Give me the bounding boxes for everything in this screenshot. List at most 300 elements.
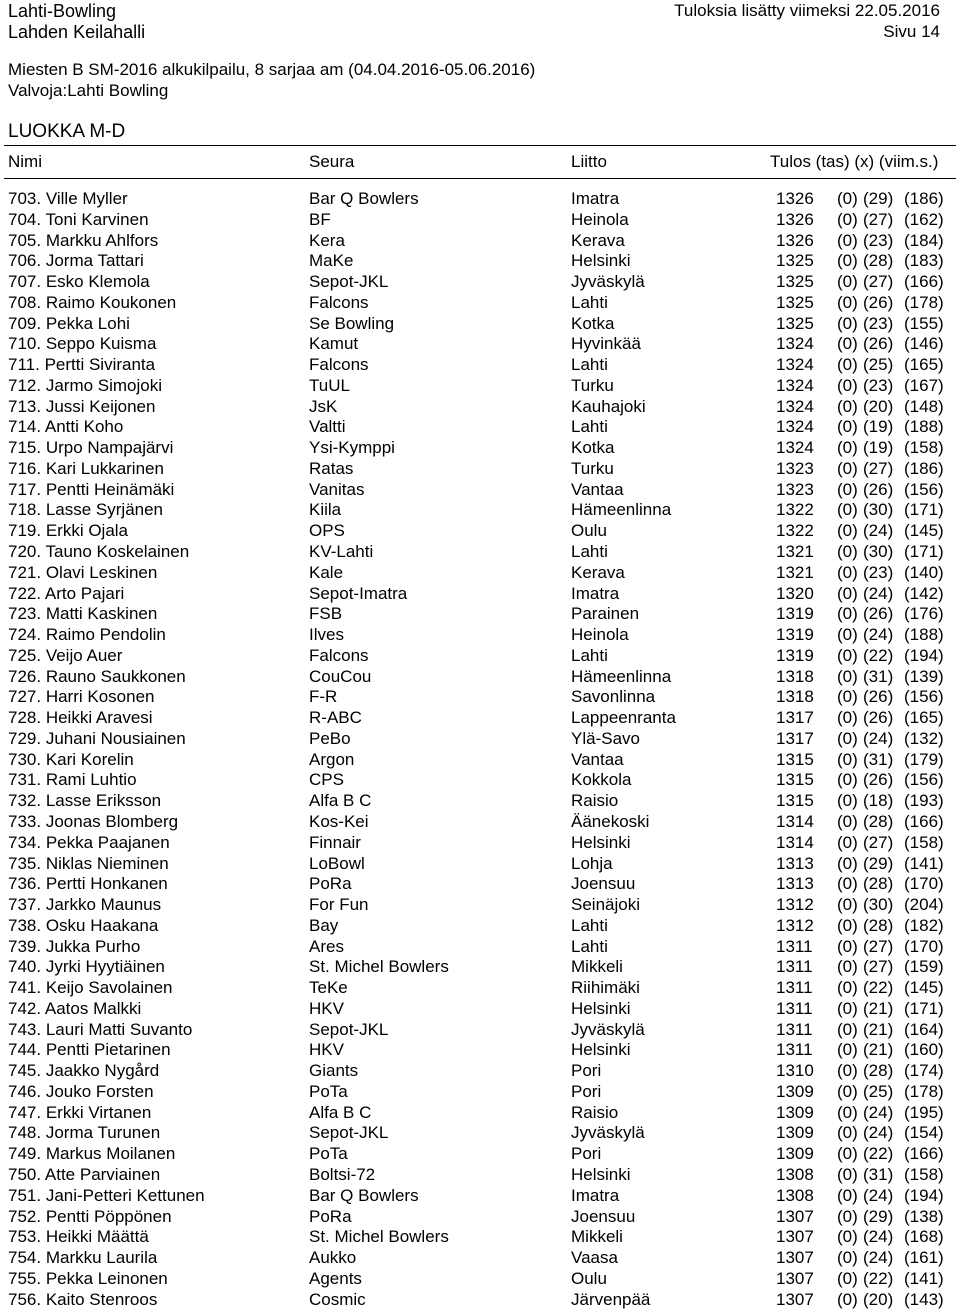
table-row [0,1165,960,1186]
table-row [0,417,960,438]
strikes-cell: (24) [863,728,894,748]
last-series-cell: (204) [904,895,944,915]
handicap-cell: (0) [837,1185,858,1205]
last-series-cell: (193) [904,791,944,811]
score-cell: 1324 [776,334,814,354]
table-row [0,293,960,314]
strikes-cell: (27) [863,832,894,852]
handicap-cell: (0) [837,521,858,541]
table-row [0,1269,960,1290]
last-series-cell: (142) [904,583,944,603]
last-series-cell: (140) [904,562,944,582]
table-row [0,1020,960,1041]
last-series-cell: (170) [904,874,944,894]
last-series-cell: (170) [904,936,944,956]
last-series-cell: (154) [904,1123,944,1143]
player-name [8,542,189,562]
union-cell: Pori [571,1061,602,1081]
union-cell: Seinäjoki [571,895,640,915]
table-row [0,687,960,708]
last-series-cell: (188) [904,417,944,437]
club-cell: Kos-Kei [309,811,369,831]
score-cell: 1324 [776,355,814,375]
last-series-cell: (178) [904,292,944,312]
score-cell: 1309 [776,1102,814,1122]
union-cell: Helsinki [571,998,631,1018]
player-name-text: Antti Koho [44,417,124,437]
table-row [0,251,960,272]
handicap-cell: (0) [837,998,858,1018]
handicap-cell: (0) [837,438,858,458]
rank-number: 724. [8,625,42,645]
table-row [0,1248,960,1269]
player-name [8,770,137,790]
last-series-cell: (171) [904,500,944,520]
rank-number: 731. [8,770,42,790]
rank-number: 736. [8,874,42,894]
player-name [8,1269,168,1289]
club-cell: Sepot-JKL [309,1019,389,1039]
player-name [8,314,130,334]
club-cell: Aukko [309,1248,357,1268]
score-cell: 1311 [776,998,813,1018]
player-name-text: Joonas Blomberg [45,811,179,831]
player-name [8,1186,205,1206]
last-series-cell: (145) [904,978,944,998]
table-row [0,937,960,958]
strikes-cell: (22) [863,1268,894,1288]
rank-number: 713. [8,396,42,416]
last-series-cell: (182) [904,915,944,935]
club-cell: BF [309,209,331,229]
player-name-text: Jorma Turunen [45,1123,161,1143]
strikes-cell: (25) [863,1081,894,1101]
score-cell: 1325 [776,313,814,333]
handicap-cell: (0) [837,895,858,915]
club-cell: Alfa B C [309,791,372,811]
last-series-cell: (159) [904,957,944,977]
union-cell: Pori [571,1144,602,1164]
player-name-text: Jarmo Simojoki [45,375,163,395]
table-row [0,895,960,916]
union-cell: Kauhajoki [571,396,646,416]
rank-number: 740. [8,957,42,977]
union-cell: Imatra [571,1185,620,1205]
handicap-cell: (0) [837,1144,858,1164]
player-name [8,1248,157,1268]
table-row [0,646,960,667]
club-cell: For Fun [309,895,369,915]
last-series-cell: (162) [904,209,944,229]
player-name [8,791,161,811]
strikes-cell: (21) [863,1019,894,1039]
club-cell: Argon [309,749,355,769]
strikes-cell: (29) [863,189,894,208]
player-name [8,1207,172,1227]
strikes-cell: (28) [863,251,894,271]
last-series-cell: (168) [904,1227,944,1247]
club-cell: Kera [309,230,345,250]
strikes-cell: (21) [863,1040,894,1060]
union-cell: Järvenpää [571,1289,651,1309]
rank-number: 751. [8,1185,42,1205]
player-name [8,1061,159,1081]
score-cell: 1315 [776,770,814,790]
union-cell: Lahti [571,645,608,665]
rank-number: 715. [8,438,42,458]
player-name-text: Heikki Aravesi [45,708,153,728]
player-name-text: Raimo Koukonen [45,292,177,312]
club-cell: R-ABC [309,708,362,728]
score-cell: 1322 [776,521,814,541]
player-name-text: Pentti Pöppönen [45,1206,172,1226]
union-cell: Lahti [571,542,608,562]
player-name [8,625,166,645]
union-cell: Parainen [571,604,640,624]
handicap-cell: (0) [837,334,858,354]
union-cell: Hämeenlinna [571,500,672,520]
club-cell: OPS [309,521,345,541]
score-cell: 1309 [776,1123,814,1143]
score-cell: 1325 [776,292,814,312]
rank-number: 747. [8,1102,42,1122]
player-name-text: Harri Kosonen [45,687,155,707]
table-row [0,667,960,688]
score-cell: 1320 [776,583,814,603]
strikes-cell: (25) [863,355,894,375]
club-cell: JsK [309,396,338,416]
handicap-cell: (0) [837,978,858,998]
venue-title: Lahden Keilahalli [8,22,146,42]
last-series-cell: (165) [904,708,944,728]
club-cell: CouCou [309,666,372,686]
player-name-text: Niklas Nieminen [45,853,169,873]
score-cell: 1324 [776,375,814,395]
rank-number: 721. [8,562,42,582]
union-cell: Turku [571,458,614,478]
handicap-cell: (0) [837,1019,858,1039]
column-header-result: Tulos (tas) (x) (viim.s.) [770,152,939,171]
player-name-text: Jukka Purho [45,936,141,956]
rank-number: 734. [8,832,42,852]
strikes-cell: (22) [863,1144,894,1164]
last-series-cell: (166) [904,811,944,831]
strikes-cell: (27) [863,209,894,229]
last-series-cell: (167) [904,375,944,395]
handicap-cell: (0) [837,272,858,292]
last-series-cell: (156) [904,479,944,499]
club-cell: Ares [309,936,344,956]
strikes-cell: (24) [863,625,894,645]
last-series-cell: (161) [904,1248,944,1268]
score-cell: 1326 [776,230,814,250]
club-cell: Sepot-JKL [309,272,389,292]
player-name [8,833,170,853]
club-cell: Ysi-Kymppi [309,438,395,458]
strikes-cell: (26) [863,334,894,354]
table-row [0,1040,960,1061]
handicap-cell: (0) [837,687,858,707]
club-cell: Cosmic [309,1289,366,1309]
handicap-cell: (0) [837,666,858,686]
union-cell: Turku [571,375,614,395]
table-row [0,1227,960,1248]
score-cell: 1323 [776,458,814,478]
score-cell: 1307 [776,1248,814,1268]
rank-number: 708. [8,292,42,312]
strikes-cell: (24) [863,1227,894,1247]
player-name-text: Jaakko Nygård [45,1061,160,1081]
last-series-cell: (186) [904,189,944,208]
player-name-text: Jouko Forsten [45,1081,154,1101]
strikes-cell: (29) [863,1206,894,1226]
score-cell: 1311 [776,1019,813,1039]
rank-number: 728. [8,708,42,728]
union-cell: Lahti [571,936,608,956]
score-cell: 1315 [776,749,814,769]
player-name [8,1082,154,1102]
player-name-text: Matti Kaskinen [45,604,158,624]
club-cell: PeBo [309,728,351,748]
table-row [0,1082,960,1103]
player-name-text: Kari Lukkarinen [45,458,164,478]
last-series-cell: (158) [904,1164,944,1184]
handicap-cell: (0) [837,1227,858,1247]
union-cell: Ylä-Savo [571,728,640,748]
score-cell: 1313 [776,853,814,873]
rank-number: 714. [8,417,42,437]
rank-number: 704. [8,209,42,229]
player-name-text: Pentti Heinämäki [45,479,175,499]
strikes-cell: (26) [863,479,894,499]
player-name [8,1290,157,1310]
table-row [0,272,960,293]
strikes-cell: (19) [863,438,894,458]
strikes-cell: (28) [863,1061,894,1081]
club-cell: Falcons [309,355,369,375]
club-cell: Bar Q Bowlers [309,1185,419,1205]
strikes-cell: (23) [863,375,894,395]
player-name [8,978,172,998]
union-cell: Joensuu [571,874,636,894]
results-table [0,189,960,1310]
header-rule-bottom [4,178,956,179]
score-cell: 1326 [776,209,814,229]
strikes-cell: (24) [863,1123,894,1143]
handicap-cell: (0) [837,811,858,831]
score-cell: 1324 [776,396,814,416]
union-cell: Lahti [571,292,608,312]
score-cell: 1319 [776,625,814,645]
table-row [0,210,960,231]
handicap-cell: (0) [837,1040,858,1060]
player-name [8,750,134,770]
player-name [8,293,176,313]
table-row [0,314,960,335]
rank-number: 732. [8,791,42,811]
handicap-cell: (0) [837,708,858,728]
club-cell: Kiila [309,500,342,520]
rank-number: 749. [8,1144,42,1164]
player-name [8,1144,175,1164]
rank-number: 756. [8,1289,42,1309]
rank-number: 744. [8,1040,42,1060]
club-cell: PoRa [309,1206,352,1226]
table-row [0,1290,960,1311]
player-name-text: Pertti Honkanen [45,874,168,894]
last-series-cell: (158) [904,438,944,458]
table-row [0,334,960,355]
table-row [0,189,960,210]
strikes-cell: (26) [863,604,894,624]
last-series-cell: (184) [904,230,944,250]
handicap-cell: (0) [837,604,858,624]
strikes-cell: (30) [863,500,894,520]
last-series-cell: (171) [904,998,944,1018]
rank-number: 717. [8,479,42,499]
last-series-cell: (160) [904,1040,944,1060]
player-name [8,999,141,1019]
union-cell: Äänekoski [571,811,650,831]
referee-line: Valvoja:Lahti Bowling [8,81,169,100]
score-cell: 1322 [776,500,814,520]
handicap-cell: (0) [837,562,858,582]
union-cell: Kotka [571,313,615,333]
player-name [8,874,168,894]
handicap-cell: (0) [837,957,858,977]
player-name-text: Esko Klemola [45,272,150,292]
strikes-cell: (23) [863,230,894,250]
player-name [8,251,144,271]
table-row [0,563,960,584]
handicap-cell: (0) [837,1248,858,1268]
handicap-cell: (0) [837,355,858,375]
score-cell: 1307 [776,1289,814,1309]
last-series-cell: (164) [904,1019,944,1039]
player-name-text: Markku Ahlfors [45,230,159,250]
handicap-cell: (0) [837,1164,858,1184]
player-name-text: Kaito Stenroos [45,1289,158,1309]
player-name [8,1165,160,1185]
strikes-cell: (30) [863,895,894,915]
player-name [8,708,153,728]
club-cell: Kamut [309,334,359,354]
score-cell: 1325 [776,272,814,292]
club-cell: Ilves [309,625,344,645]
handicap-cell: (0) [837,251,858,271]
table-row [0,604,960,625]
player-name-text: Pekka Leinonen [45,1268,168,1288]
handicap-cell: (0) [837,728,858,748]
player-name [8,459,164,479]
handicap-cell: (0) [837,313,858,333]
score-cell: 1318 [776,687,814,707]
union-cell: Lahti [571,355,608,375]
rank-number: 709. [8,313,42,333]
player-name [8,916,158,936]
score-cell: 1313 [776,874,814,894]
player-name [8,667,186,687]
last-series-cell: (156) [904,770,944,790]
strikes-cell: (31) [863,1164,894,1184]
last-series-cell: (178) [904,1081,944,1101]
union-cell: Lahti [571,915,608,935]
union-cell: Hämeenlinna [571,666,672,686]
rank-number: 705. [8,230,42,250]
strikes-cell: (21) [863,998,894,1018]
rank-number: 741. [8,978,42,998]
score-cell: 1307 [776,1206,814,1226]
strikes-cell: (28) [863,811,894,831]
strikes-cell: (27) [863,458,894,478]
table-row [0,376,960,397]
club-cell: Finnair [309,832,361,852]
player-name-text: Arto Pajari [44,583,125,603]
score-cell: 1326 [776,189,814,208]
club-cell: LoBowl [309,853,365,873]
handicap-cell: (0) [837,500,858,520]
union-cell: Jyväskylä [571,1019,645,1039]
club-cell: Valtti [309,417,346,437]
score-cell: 1321 [776,542,814,562]
last-series-cell: (141) [904,1268,944,1288]
union-cell: Vaasa [571,1248,618,1268]
club-cell: FSB [309,604,343,624]
rank-number: 745. [8,1061,42,1081]
table-row [0,770,960,791]
union-cell: Lahti [571,417,608,437]
score-cell: 1309 [776,1081,814,1101]
union-cell: Lohja [571,853,613,873]
union-cell: Raisio [571,791,619,811]
union-cell: Imatra [571,189,620,208]
player-name [8,480,174,500]
club-cell: Se Bowling [309,313,395,333]
strikes-cell: (24) [863,521,894,541]
player-name-text: Seppo Kuisma [45,334,157,354]
player-name [8,812,178,832]
union-cell: Riihimäki [571,978,640,998]
player-name-text: Toni Karvinen [45,209,149,229]
strikes-cell: (27) [863,272,894,292]
player-name [8,1123,160,1143]
site-title: Lahti-Bowling [8,1,117,21]
rank-number: 737. [8,895,42,915]
club-cell: Agents [309,1268,362,1288]
union-cell: Heinola [571,209,629,229]
union-cell: Kerava [571,562,625,582]
table-row [0,854,960,875]
rank-number: 711. [8,355,40,375]
score-cell: 1315 [776,791,814,811]
union-cell: Jyväskylä [571,1123,645,1143]
strikes-cell: (24) [863,1248,894,1268]
strikes-cell: (30) [863,542,894,562]
table-row [0,1103,960,1124]
club-cell: Alfa B C [309,1102,372,1122]
table-row [0,1186,960,1207]
score-cell: 1308 [776,1185,814,1205]
player-name-text: Raimo Pendolin [45,625,166,645]
player-name [8,438,173,458]
last-series-cell: (145) [904,521,944,541]
table-row [0,625,960,646]
rank-number: 738. [8,915,42,935]
player-name [8,231,158,251]
table-row [0,355,960,376]
rank-number: 712. [8,375,42,395]
last-series-cell: (156) [904,687,944,707]
